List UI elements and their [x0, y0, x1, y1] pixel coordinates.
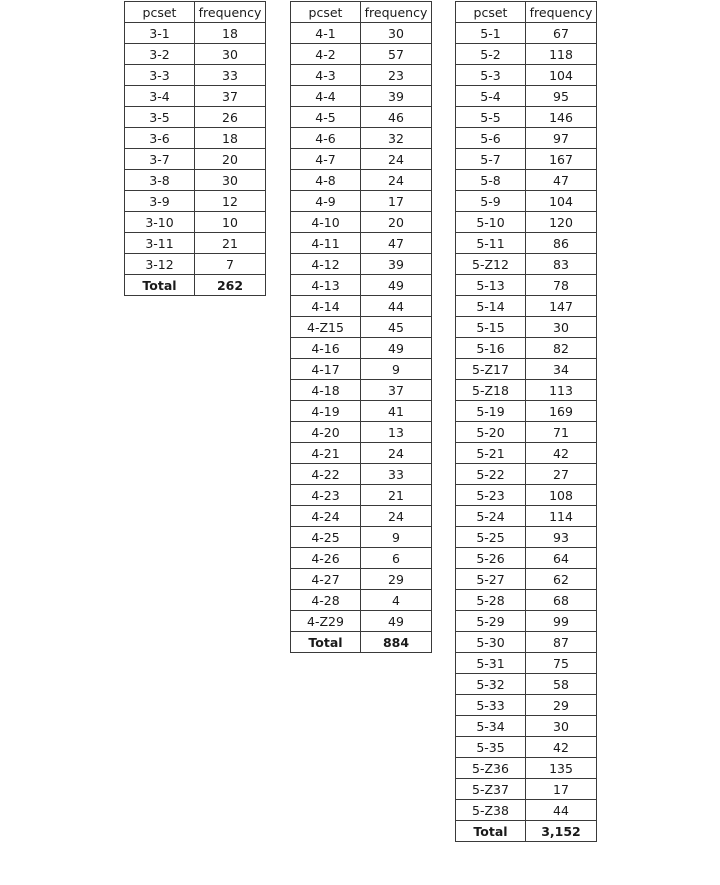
pcset-cell: 3-1	[125, 23, 195, 44]
frequency-cell: 104	[526, 191, 597, 212]
frequency-cell: 39	[361, 254, 432, 275]
frequency-cell: 7	[195, 254, 266, 275]
pcset-cell: 4-5	[291, 107, 361, 128]
total-row	[456, 821, 597, 842]
pcset-cell: 4-9	[291, 191, 361, 212]
pcset-cell: 4-10	[291, 212, 361, 233]
frequency-cell: 99	[526, 611, 597, 632]
pcset-cell: 4-3	[291, 65, 361, 86]
frequency-cell: 147	[526, 296, 597, 317]
table-row	[291, 443, 432, 464]
table-row	[456, 674, 597, 695]
table-row	[291, 569, 432, 590]
column-header-pcset: pcset	[291, 2, 361, 23]
frequency-cell: 33	[361, 464, 432, 485]
frequency-cell: 17	[526, 779, 597, 800]
frequency-cell: 167	[526, 149, 597, 170]
frequency-cell: 67	[526, 23, 597, 44]
frequency-cell: 95	[526, 86, 597, 107]
pcset-cell: 4-4	[291, 86, 361, 107]
table-row	[456, 149, 597, 170]
table-row	[456, 233, 597, 254]
header-row	[125, 2, 266, 23]
pcset-cell: 4-26	[291, 548, 361, 569]
frequency-cell: 118	[526, 44, 597, 65]
pcset-cell: 4-6	[291, 128, 361, 149]
pcset-cell: 3-4	[125, 86, 195, 107]
pcset-cell: 3-2	[125, 44, 195, 65]
frequency-cell: 18	[195, 23, 266, 44]
table-row	[456, 65, 597, 86]
frequency-cell: 29	[361, 569, 432, 590]
pcset-cell: 5-34	[456, 716, 526, 737]
frequency-cell: 146	[526, 107, 597, 128]
pcset-cell: 5-1	[456, 23, 526, 44]
table-row	[456, 86, 597, 107]
pcset-cell: 4-20	[291, 422, 361, 443]
frequency-cell: 120	[526, 212, 597, 233]
table-row	[125, 44, 266, 65]
table-row	[456, 611, 597, 632]
frequency-cell: 13	[361, 422, 432, 443]
frequency-cell: 21	[361, 485, 432, 506]
pcset-cell: 4-14	[291, 296, 361, 317]
frequency-cell: 86	[526, 233, 597, 254]
frequency-cell: 24	[361, 443, 432, 464]
pcset-frequency-table-trichords	[124, 1, 266, 296]
table-row	[456, 422, 597, 443]
header-row	[291, 2, 432, 23]
frequency-cell: 82	[526, 338, 597, 359]
table-row	[125, 212, 266, 233]
frequency-cell: 23	[361, 65, 432, 86]
table-row	[456, 380, 597, 401]
column-header-pcset: pcset	[456, 2, 526, 23]
pcset-cell: 5-7	[456, 149, 526, 170]
table-row	[291, 296, 432, 317]
table-row	[125, 65, 266, 86]
frequency-cell: 24	[361, 170, 432, 191]
pcset-cell: 5-11	[456, 233, 526, 254]
total-value: 3,152	[526, 821, 597, 842]
pcset-cell: 4-18	[291, 380, 361, 401]
total-label: Total	[125, 275, 195, 296]
pcset-cell: 5-21	[456, 443, 526, 464]
pcset-cell: 4-22	[291, 464, 361, 485]
frequency-cell: 64	[526, 548, 597, 569]
frequency-cell: 30	[195, 44, 266, 65]
pcset-cell: 5-29	[456, 611, 526, 632]
pcset-cell: 5-Z17	[456, 359, 526, 380]
frequency-cell: 18	[195, 128, 266, 149]
table-row	[125, 149, 266, 170]
total-value: 884	[361, 632, 432, 653]
pcset-cell: 5-Z36	[456, 758, 526, 779]
table-row	[456, 443, 597, 464]
frequency-cell: 62	[526, 569, 597, 590]
table-row	[456, 296, 597, 317]
table-row	[291, 44, 432, 65]
frequency-cell: 44	[526, 800, 597, 821]
frequency-cell: 58	[526, 674, 597, 695]
table-row	[456, 737, 597, 758]
table-row	[456, 254, 597, 275]
frequency-cell: 9	[361, 527, 432, 548]
frequency-cell: 46	[361, 107, 432, 128]
pcset-cell: 5-13	[456, 275, 526, 296]
pcset-cell: 4-28	[291, 590, 361, 611]
frequency-cell: 20	[195, 149, 266, 170]
table-row	[291, 233, 432, 254]
pcset-cell: 5-31	[456, 653, 526, 674]
table-row	[291, 254, 432, 275]
table-row	[456, 800, 597, 821]
pcset-cell: 5-Z18	[456, 380, 526, 401]
pcset-cell: 5-22	[456, 464, 526, 485]
pcset-cell: 3-6	[125, 128, 195, 149]
pcset-cell: 5-27	[456, 569, 526, 590]
table-row	[291, 170, 432, 191]
pcset-cell: 4-16	[291, 338, 361, 359]
frequency-cell: 24	[361, 506, 432, 527]
frequency-cell: 57	[361, 44, 432, 65]
pcset-cell: 4-7	[291, 149, 361, 170]
table-row	[456, 779, 597, 800]
pcset-cell: 5-23	[456, 485, 526, 506]
table-row	[291, 128, 432, 149]
table-row	[456, 170, 597, 191]
frequency-cell: 68	[526, 590, 597, 611]
total-value: 262	[195, 275, 266, 296]
table-row	[125, 23, 266, 44]
table-row	[456, 128, 597, 149]
frequency-cell: 30	[526, 716, 597, 737]
pcset-cell: 4-Z15	[291, 317, 361, 338]
frequency-cell: 49	[361, 611, 432, 632]
frequency-cell: 6	[361, 548, 432, 569]
frequency-cell: 27	[526, 464, 597, 485]
pcset-cell: 4-11	[291, 233, 361, 254]
pcset-cell: 4-13	[291, 275, 361, 296]
table-row	[125, 170, 266, 191]
pcset-cell: 5-30	[456, 632, 526, 653]
frequency-cell: 9	[361, 359, 432, 380]
frequency-cell: 108	[526, 485, 597, 506]
pcset-cell: 5-5	[456, 107, 526, 128]
pcset-cell: 5-10	[456, 212, 526, 233]
pcset-cell: 3-7	[125, 149, 195, 170]
table-row	[456, 632, 597, 653]
column-header-pcset: pcset	[125, 2, 195, 23]
pcset-cell: 5-Z12	[456, 254, 526, 275]
table-row	[456, 506, 597, 527]
frequency-cell: 87	[526, 632, 597, 653]
frequency-cell: 97	[526, 128, 597, 149]
table-row	[456, 653, 597, 674]
column-header-frequency: frequency	[361, 2, 432, 23]
table-row	[291, 590, 432, 611]
table-row	[291, 359, 432, 380]
pcset-cell: 4-23	[291, 485, 361, 506]
pcset-cell: 5-3	[456, 65, 526, 86]
table-row	[291, 611, 432, 632]
frequency-cell: 30	[526, 317, 597, 338]
table-row	[456, 212, 597, 233]
frequency-cell: 71	[526, 422, 597, 443]
table-row	[291, 380, 432, 401]
pcset-cell: 4-2	[291, 44, 361, 65]
pcset-cell: 5-9	[456, 191, 526, 212]
table-row	[291, 338, 432, 359]
pcset-cell: 5-20	[456, 422, 526, 443]
pcset-cell: 5-Z37	[456, 779, 526, 800]
table-row	[291, 65, 432, 86]
column-header-frequency: frequency	[195, 2, 266, 23]
frequency-cell: 17	[361, 191, 432, 212]
pcset-cell: 4-21	[291, 443, 361, 464]
frequency-cell: 30	[361, 23, 432, 44]
pcset-cell: 5-6	[456, 128, 526, 149]
frequency-cell: 45	[361, 317, 432, 338]
pcset-cell: 5-25	[456, 527, 526, 548]
frequency-cell: 169	[526, 401, 597, 422]
table-row	[456, 695, 597, 716]
pcset-cell: 4-19	[291, 401, 361, 422]
frequency-cell: 42	[526, 443, 597, 464]
table-row	[291, 212, 432, 233]
table-row	[291, 275, 432, 296]
table-row	[456, 548, 597, 569]
header-row	[456, 2, 597, 23]
frequency-cell: 49	[361, 338, 432, 359]
total-label: Total	[291, 632, 361, 653]
frequency-cell: 21	[195, 233, 266, 254]
table-row	[456, 317, 597, 338]
pcset-cell: 5-28	[456, 590, 526, 611]
table-row	[456, 23, 597, 44]
pcset-cell: 3-5	[125, 107, 195, 128]
frequency-cell: 47	[526, 170, 597, 191]
pcset-cell: 5-14	[456, 296, 526, 317]
pcset-cell: 5-33	[456, 695, 526, 716]
frequency-cell: 26	[195, 107, 266, 128]
table-row	[291, 23, 432, 44]
table-row	[456, 275, 597, 296]
table-row	[456, 338, 597, 359]
table-row	[456, 464, 597, 485]
pcset-cell: 3-3	[125, 65, 195, 86]
pcset-cell: 5-16	[456, 338, 526, 359]
total-label: Total	[456, 821, 526, 842]
frequency-cell: 113	[526, 380, 597, 401]
table-row	[456, 107, 597, 128]
table-row	[456, 716, 597, 737]
table-row	[125, 107, 266, 128]
frequency-cell: 135	[526, 758, 597, 779]
frequency-cell: 24	[361, 149, 432, 170]
frequency-cell: 47	[361, 233, 432, 254]
table-row	[456, 758, 597, 779]
pcset-cell: 5-32	[456, 674, 526, 695]
table-row	[291, 506, 432, 527]
frequency-cell: 75	[526, 653, 597, 674]
frequency-cell: 33	[195, 65, 266, 86]
table-row	[125, 191, 266, 212]
frequency-cell: 42	[526, 737, 597, 758]
frequency-cell: 93	[526, 527, 597, 548]
pcset-cell: 5-2	[456, 44, 526, 65]
table-row	[456, 590, 597, 611]
pcset-cell: 3-10	[125, 212, 195, 233]
pcset-cell: 5-8	[456, 170, 526, 191]
table-row	[291, 86, 432, 107]
total-row	[125, 275, 266, 296]
table-row	[456, 191, 597, 212]
pcset-cell: 4-24	[291, 506, 361, 527]
frequency-cell: 37	[361, 380, 432, 401]
table-row	[125, 128, 266, 149]
frequency-cell: 20	[361, 212, 432, 233]
pcset-frequency-table-pentachords	[455, 1, 597, 842]
frequency-cell: 41	[361, 401, 432, 422]
pcset-cell: 4-Z29	[291, 611, 361, 632]
table-row	[291, 401, 432, 422]
column-header-frequency: frequency	[526, 2, 597, 23]
pcset-cell: 4-17	[291, 359, 361, 380]
table-row	[291, 548, 432, 569]
table-row	[291, 107, 432, 128]
frequency-cell: 12	[195, 191, 266, 212]
frequency-cell: 49	[361, 275, 432, 296]
table-row	[291, 149, 432, 170]
pcset-cell: 5-24	[456, 506, 526, 527]
frequency-cell: 114	[526, 506, 597, 527]
frequency-cell: 29	[526, 695, 597, 716]
table-row	[456, 359, 597, 380]
frequency-cell: 4	[361, 590, 432, 611]
pcset-cell: 5-4	[456, 86, 526, 107]
table-row	[125, 254, 266, 275]
table-row	[456, 527, 597, 548]
frequency-cell: 10	[195, 212, 266, 233]
table-row	[456, 569, 597, 590]
table-row	[291, 485, 432, 506]
table-row	[291, 191, 432, 212]
pcset-cell: 4-8	[291, 170, 361, 191]
pcset-cell: 5-Z38	[456, 800, 526, 821]
table-row	[456, 485, 597, 506]
table-row	[291, 422, 432, 443]
frequency-cell: 83	[526, 254, 597, 275]
pcset-cell: 3-12	[125, 254, 195, 275]
pcset-cell: 3-11	[125, 233, 195, 254]
pcset-cell: 4-27	[291, 569, 361, 590]
table-row	[291, 464, 432, 485]
table-row	[125, 233, 266, 254]
total-row	[291, 632, 432, 653]
pcset-cell: 5-26	[456, 548, 526, 569]
frequency-cell: 78	[526, 275, 597, 296]
frequency-cell: 39	[361, 86, 432, 107]
frequency-cell: 44	[361, 296, 432, 317]
pcset-cell: 4-25	[291, 527, 361, 548]
pcset-cell: 4-12	[291, 254, 361, 275]
frequency-cell: 32	[361, 128, 432, 149]
pcset-cell: 5-15	[456, 317, 526, 338]
pcset-cell: 3-8	[125, 170, 195, 191]
frequency-cell: 34	[526, 359, 597, 380]
pcset-cell: 5-19	[456, 401, 526, 422]
pcset-cell: 4-1	[291, 23, 361, 44]
table-row	[291, 527, 432, 548]
frequency-cell: 30	[195, 170, 266, 191]
pcset-cell: 5-35	[456, 737, 526, 758]
table-row	[125, 86, 266, 107]
pcset-cell: 3-9	[125, 191, 195, 212]
frequency-cell: 37	[195, 86, 266, 107]
table-row	[456, 44, 597, 65]
pcset-frequency-table-tetrachords	[290, 1, 432, 653]
frequency-cell: 104	[526, 65, 597, 86]
table-row	[456, 401, 597, 422]
table-row	[291, 317, 432, 338]
